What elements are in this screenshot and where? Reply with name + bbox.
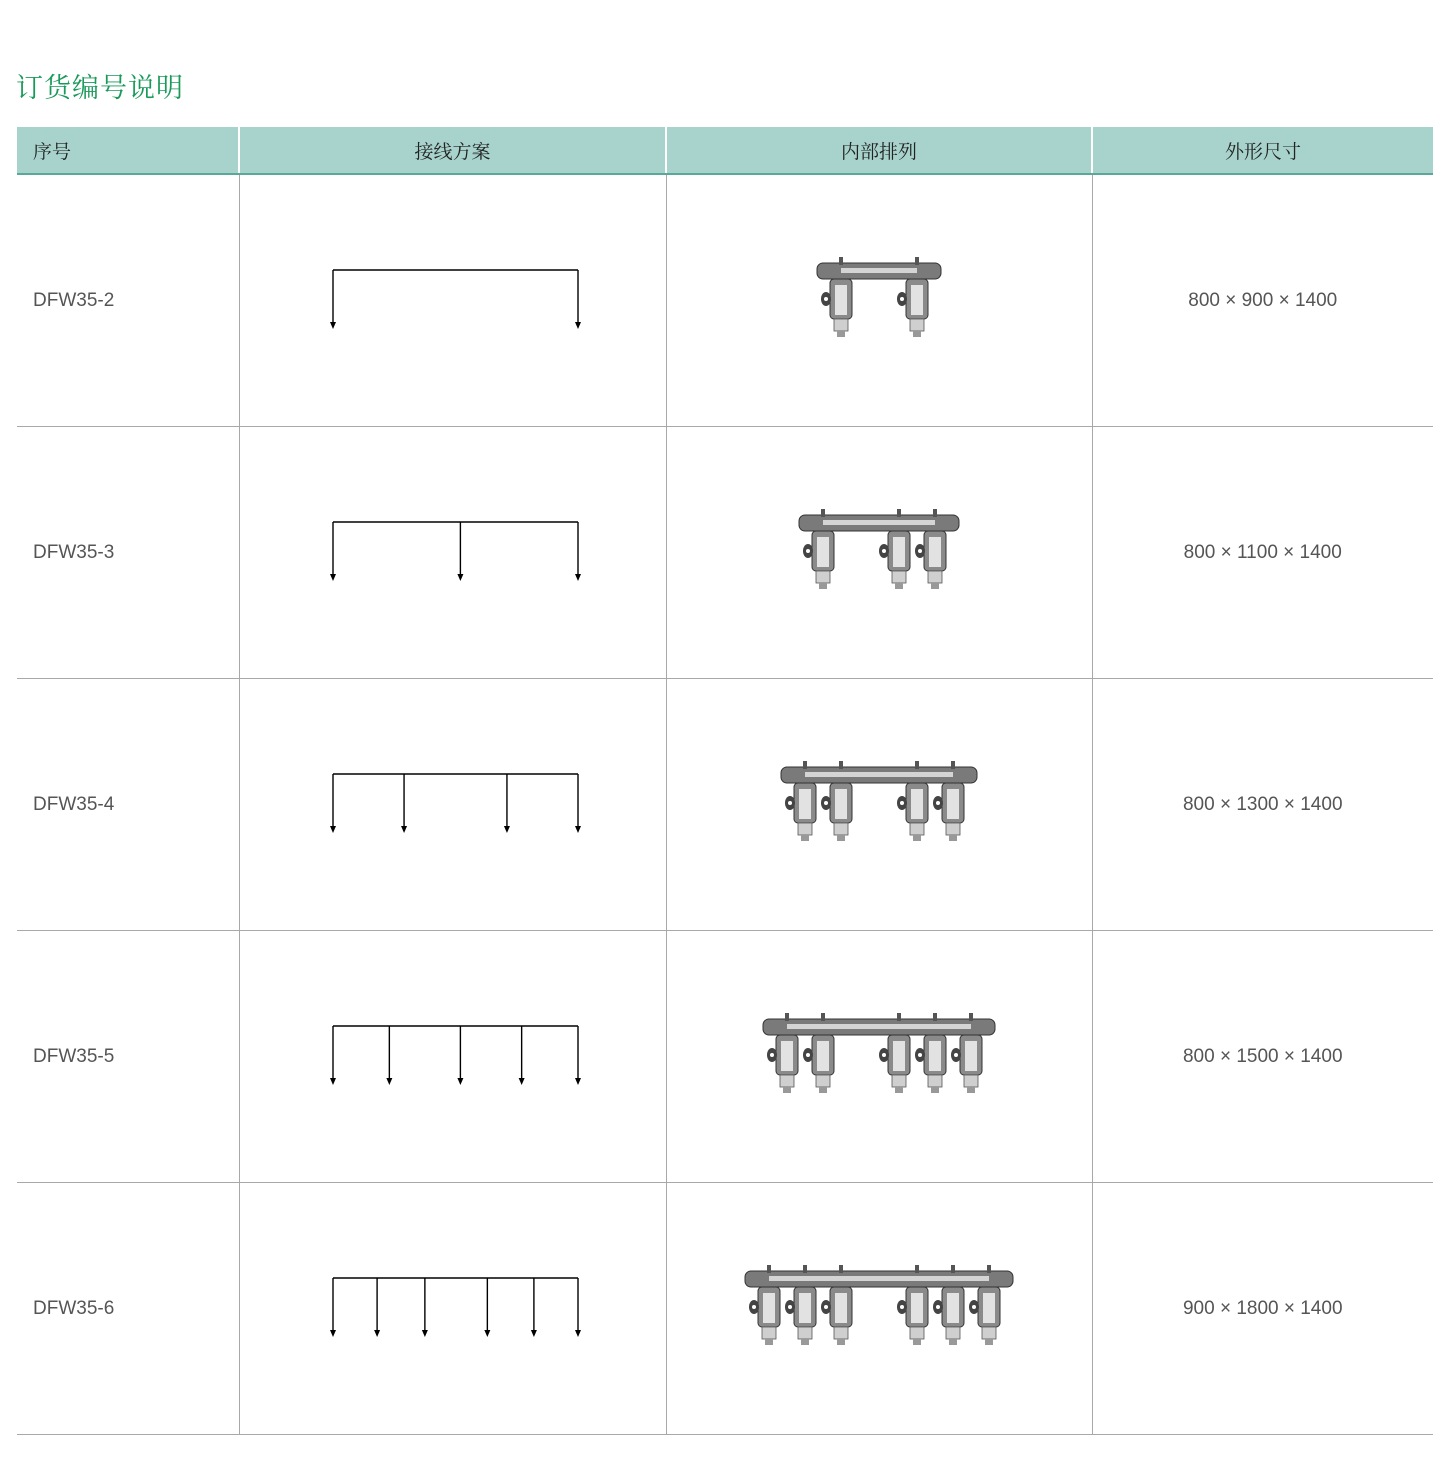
arrow-down-icon — [386, 1078, 392, 1085]
code-cell — [17, 174, 239, 427]
column-header-internal-arrangement: 内部排列 — [666, 127, 1092, 174]
terminal-post — [821, 509, 825, 517]
table-row — [17, 174, 1433, 427]
switch-unit-window — [911, 789, 923, 819]
arrow-down-icon — [575, 1078, 581, 1085]
cable-terminal — [928, 1075, 942, 1087]
dimensions-cell — [1092, 174, 1433, 427]
switch-unit-window — [835, 789, 847, 819]
terminal-post — [767, 1265, 771, 1273]
cable-terminal-foot — [931, 1087, 939, 1093]
dimensions-cell — [1092, 1183, 1433, 1435]
terminal-post — [933, 509, 937, 517]
insulator-hole — [882, 549, 886, 553]
cable-terminal-foot — [819, 583, 827, 589]
insulator-hole — [788, 1305, 792, 1309]
code-cell — [17, 679, 239, 931]
outline-dimensions: 800 × 1300 × 1400 — [1182, 793, 1343, 815]
insulator-hole — [900, 1305, 904, 1309]
insulator-hole — [806, 549, 810, 553]
cable-terminal — [816, 571, 830, 583]
arrow-down-icon — [530, 1330, 536, 1337]
cabinet-arrangement-drawing — [739, 505, 1019, 601]
terminal-post — [951, 1265, 955, 1273]
arrangement-cell — [666, 1183, 1092, 1435]
insulator-hole — [954, 1053, 958, 1057]
cable-terminal-foot — [837, 835, 845, 841]
terminal-post — [839, 257, 843, 265]
arrow-down-icon — [330, 826, 336, 833]
arrow-down-icon — [575, 826, 581, 833]
insulator-hole — [806, 1053, 810, 1057]
wiring-cell — [239, 174, 666, 427]
column-header-wiring-scheme: 接线方案 — [239, 127, 666, 174]
cable-terminal-foot — [967, 1087, 975, 1093]
arrow-down-icon — [330, 574, 336, 581]
terminal-post — [839, 1265, 843, 1273]
insulator-hole — [972, 1305, 976, 1309]
cable-terminal-foot — [819, 1087, 827, 1093]
outline-dimensions: 800 × 1500 × 1400 — [1182, 1045, 1343, 1067]
arrow-down-icon — [421, 1330, 427, 1337]
arrangement-cell — [666, 174, 1092, 427]
terminal-post — [803, 1265, 807, 1273]
cable-terminal — [946, 823, 960, 835]
arrow-down-icon — [330, 1078, 336, 1085]
terminal-post — [839, 761, 843, 769]
code-cell — [17, 1183, 239, 1435]
insulator-hole — [936, 801, 940, 805]
code-cell — [17, 931, 239, 1183]
switch-unit-window — [835, 285, 847, 315]
arrow-down-icon — [401, 826, 407, 833]
column-header-serial: 序号 — [17, 127, 239, 174]
cable-terminal — [910, 1327, 924, 1339]
switch-unit-window — [929, 1041, 941, 1071]
table-row — [17, 427, 1433, 679]
insulator-hole — [882, 1053, 886, 1057]
switch-unit-window — [799, 789, 811, 819]
terminal-post — [951, 761, 955, 769]
cabinet-arrangement-drawing — [739, 1261, 1019, 1357]
terminal-post — [987, 1265, 991, 1273]
outline-dimensions: 800 × 900 × 1400 — [1188, 289, 1338, 311]
arrangement-cell — [666, 679, 1092, 931]
terminal-post — [915, 1265, 919, 1273]
terminal-post — [933, 1013, 937, 1021]
cable-terminal — [798, 1327, 812, 1339]
cable-terminal-foot — [949, 1339, 957, 1345]
table-row — [17, 679, 1433, 931]
terminal-post — [821, 1013, 825, 1021]
busbar-window — [823, 520, 935, 525]
outline-dimensions: 900 × 1800 × 1400 — [1182, 1297, 1343, 1319]
insulator-hole — [788, 801, 792, 805]
wiring-scheme-diagram — [323, 768, 583, 842]
cable-terminal — [910, 319, 924, 331]
dimensions-cell — [1092, 931, 1433, 1183]
terminal-post — [785, 1013, 789, 1021]
cable-terminal-foot — [985, 1339, 993, 1345]
cable-terminal — [780, 1075, 794, 1087]
arrow-down-icon — [575, 322, 581, 329]
outline-dimensions: 800 × 1100 × 1400 — [1183, 541, 1342, 563]
terminal-post — [897, 509, 901, 517]
cable-terminal — [928, 571, 942, 583]
switch-unit-window — [893, 537, 905, 567]
insulator-hole — [824, 801, 828, 805]
wiring-scheme-diagram — [323, 1020, 583, 1094]
cable-terminal — [834, 319, 848, 331]
arrow-down-icon — [457, 1078, 463, 1085]
terminal-post — [803, 761, 807, 769]
model-code: DFW35-4 — [33, 793, 115, 815]
model-code: DFW35-5 — [33, 1045, 115, 1067]
arrow-down-icon — [575, 1330, 581, 1337]
cable-terminal-foot — [765, 1339, 773, 1345]
cable-terminal-foot — [895, 583, 903, 589]
arrow-down-icon — [330, 322, 336, 329]
cable-terminal-foot — [931, 583, 939, 589]
cable-terminal — [892, 571, 906, 583]
cable-terminal-foot — [895, 1087, 903, 1093]
terminal-post — [897, 1013, 901, 1021]
busbar-window — [787, 1024, 971, 1029]
insulator-hole — [918, 549, 922, 553]
terminal-post — [969, 1013, 973, 1021]
cable-terminal — [982, 1327, 996, 1339]
cable-terminal-foot — [949, 835, 957, 841]
table-row — [17, 931, 1433, 1183]
busbar-window — [805, 772, 953, 777]
arrow-down-icon — [503, 826, 509, 833]
switch-unit-window — [799, 1293, 811, 1323]
switch-unit-window — [893, 1041, 905, 1071]
model-code: DFW35-3 — [33, 541, 115, 563]
wiring-cell — [239, 427, 666, 679]
cable-terminal-foot — [913, 1339, 921, 1345]
wiring-scheme-diagram — [323, 516, 583, 590]
insulator-hole — [770, 1053, 774, 1057]
arrow-down-icon — [484, 1330, 490, 1337]
dimensions-cell — [1092, 427, 1433, 679]
cabinet-arrangement-drawing — [739, 757, 1019, 853]
cable-terminal — [762, 1327, 776, 1339]
switch-unit-window — [947, 789, 959, 819]
cable-terminal — [946, 1327, 960, 1339]
switch-unit-window — [947, 1293, 959, 1323]
cable-terminal — [964, 1075, 978, 1087]
insulator-hole — [824, 1305, 828, 1309]
code-cell — [17, 427, 239, 679]
cable-terminal-foot — [913, 331, 921, 337]
busbar-window — [841, 268, 917, 273]
column-header-dimensions: 外形尺寸 — [1092, 127, 1433, 174]
busbar-window — [769, 1276, 989, 1281]
order-number-table — [17, 127, 1433, 1435]
wiring-cell — [239, 931, 666, 1183]
page-title: 订货编号说明 — [16, 73, 184, 104]
cable-terminal-foot — [801, 835, 809, 841]
cable-terminal — [892, 1075, 906, 1087]
cable-terminal-foot — [783, 1087, 791, 1093]
insulator-hole — [918, 1053, 922, 1057]
table-header-row — [17, 127, 1433, 174]
insulator-hole — [752, 1305, 756, 1309]
table-row — [17, 1183, 1433, 1435]
wiring-scheme-diagram — [323, 264, 583, 338]
switch-unit-window — [965, 1041, 977, 1071]
terminal-post — [915, 257, 919, 265]
arrow-down-icon — [374, 1330, 380, 1337]
cable-terminal — [834, 823, 848, 835]
switch-unit-window — [817, 537, 829, 567]
cable-terminal-foot — [801, 1339, 809, 1345]
terminal-post — [915, 761, 919, 769]
switch-unit-window — [983, 1293, 995, 1323]
switch-unit-window — [763, 1293, 775, 1323]
switch-unit-window — [911, 1293, 923, 1323]
insulator-hole — [936, 1305, 940, 1309]
wiring-cell — [239, 1183, 666, 1435]
cabinet-arrangement-drawing — [739, 1009, 1019, 1105]
cable-terminal — [816, 1075, 830, 1087]
switch-unit-window — [781, 1041, 793, 1071]
switch-unit-window — [929, 537, 941, 567]
switch-unit-window — [835, 1293, 847, 1323]
cable-terminal-foot — [837, 1339, 845, 1345]
switch-unit-window — [817, 1041, 829, 1071]
arrow-down-icon — [518, 1078, 524, 1085]
arrangement-cell — [666, 427, 1092, 679]
model-code: DFW35-2 — [33, 289, 115, 311]
cable-terminal — [798, 823, 812, 835]
arrow-down-icon — [330, 1330, 336, 1337]
cable-terminal-foot — [837, 331, 845, 337]
cable-terminal — [834, 1327, 848, 1339]
arrow-down-icon — [457, 574, 463, 581]
cable-terminal — [910, 823, 924, 835]
switch-unit-window — [911, 285, 923, 315]
model-code: DFW35-6 — [33, 1297, 115, 1319]
cable-terminal-foot — [913, 835, 921, 841]
dimensions-cell — [1092, 679, 1433, 931]
wiring-cell — [239, 679, 666, 931]
arrangement-cell — [666, 931, 1092, 1183]
arrow-down-icon — [575, 574, 581, 581]
insulator-hole — [900, 801, 904, 805]
insulator-hole — [824, 297, 828, 301]
cabinet-arrangement-drawing — [739, 253, 1019, 349]
wiring-scheme-diagram — [323, 1272, 583, 1346]
insulator-hole — [900, 297, 904, 301]
